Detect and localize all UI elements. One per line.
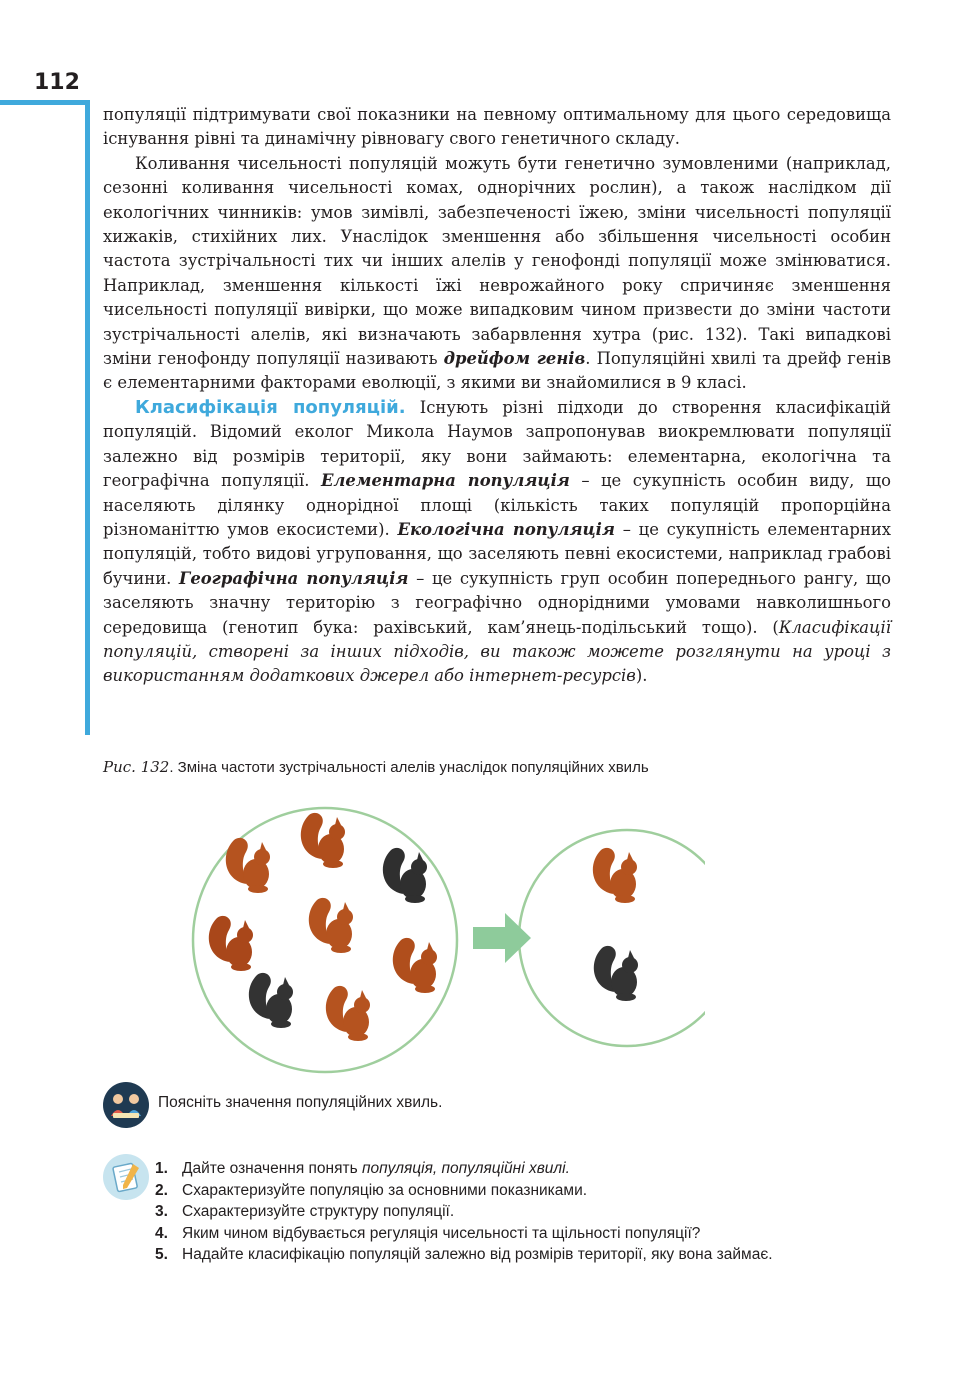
paragraph-population-waves (103, 152, 891, 396)
term-ecological-population: Екологічна популяція (397, 519, 615, 539)
students-icon (103, 1082, 149, 1128)
section-title: Класифікація популяцій. (135, 396, 406, 418)
figure-caption (103, 758, 903, 776)
paragraph-text: . Популяційні хвилі та дрейф генів є елементарними факторами еволюції, з якими ви знайомилися в 9 класі. (103, 349, 891, 393)
page-number: 112 (34, 70, 80, 95)
paragraph-continuation: популяції підтримувати свої показники на певному оптимальному для цього середовища існування рівні та динамічну рівновагу свого генетичного складу. (103, 105, 891, 149)
notebook-icon (103, 1154, 149, 1200)
list-item: 2. Схарактеризуйте популяцію за основними показниками. (155, 1181, 588, 1199)
population-waves-figure (185, 800, 705, 1080)
accent-bar-top (0, 100, 90, 105)
paragraph-text: Коливання чисельності популяцій можуть бути генетично зумовленими (наприклад, сезонні коливання чисельності комах, однорічних рослин), а також наслідком дії екологічних чинників: умов зимівлі, забезпеченості їжею, зміни чисельності популяції хижаків, стихійних лих. Унаслідок зменшення або збільшення чисельності особин частота зустрічальності тих чи інших алелів у генофонді популяції може змінюватися. Наприклад, зменшення кількості їжі неврожайного року спричиняє зменшення чисельності популяції вивірки, що може випадковим чином призвести до зміни частоти зустрічальності алелів, які визначають забарвлення хутра (рис. 132). Такі випадкові зміни генофонду популяції називають (103, 153, 891, 369)
paragraph-text: Існують різні підходи до створення класифікацій популяцій. Відомий еколог Микола Наумов запропонував виокремлювати популяції залежно від розмірів території, яку вони займають: елементарна, екологічна та географічна популяції. (103, 397, 892, 491)
list-item: 1. Дайте означення понять популяція, популяційні хвилі. (155, 1160, 570, 1177)
list-item: 4. Яким чином відбувається регуляція чисельності та щільності популяції? (155, 1224, 701, 1242)
figure-caption-text: . Зміна частоти зустрічальності алелів унаслідок популяційних хвиль (169, 759, 649, 776)
list-item: 3. Схарактеризуйте структуру популяції. (155, 1203, 455, 1220)
italic-note: Класифікації популяцій, створені за інших підходів, ви також можете розглянути на уроці з використанням додаткових джерел або інтернет-ресурсів (103, 617, 891, 686)
paragraph-text: ). (635, 666, 648, 686)
main-text (103, 103, 891, 689)
list-item: 5. Надайте класифікацію популяцій залежно від розмірів території, яку вона займає. (155, 1246, 773, 1263)
paragraph-text: – це сукупність груп особин попереднього рангу, що заселяють значну територію з географічно однорідними умовами навколишнього середовища (генотип бука: рахівський, кам’янець-подільський тощо). ( (103, 568, 892, 637)
paragraph-classification (103, 396, 891, 689)
accent-bar-side (85, 100, 90, 735)
figure-label: Рис. 132 (103, 758, 170, 776)
term-geographic-population: Географічна популяція (179, 568, 409, 588)
term-genetic-drift: дрейфом генів (443, 349, 586, 369)
paragraph-text: – це сукупність елементарних популяцій, тобто видові угруповання, що заселяють певні екосистеми, наприклад грабові бучини. (103, 519, 891, 588)
questions-list (155, 1158, 875, 1266)
task-text: Поясніть значення популяційних хвиль. (158, 1094, 443, 1111)
term-elementary-population: Елементарна популяція (320, 471, 570, 491)
paragraph-text: – це сукупність особин виду, що населяють ділянку однорідної площі (кількість таких популяцій пропорційна різноманіттю умов екосистеми). (103, 471, 891, 539)
